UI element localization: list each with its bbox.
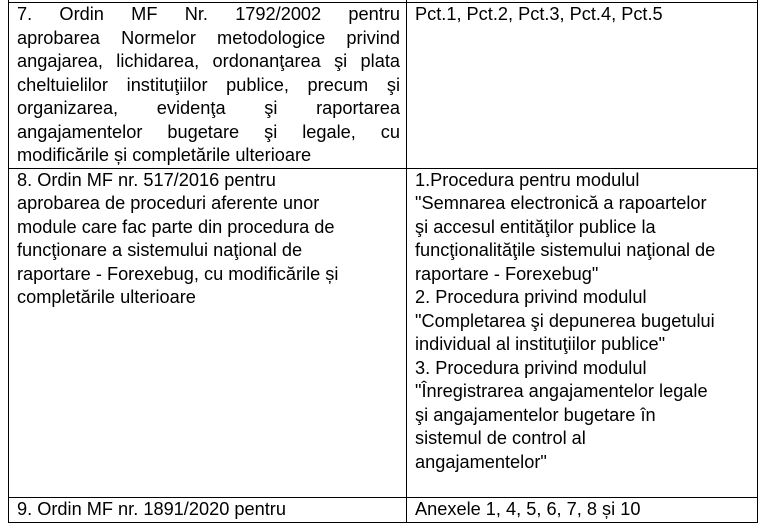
text-line: raportare - Forexebug" xyxy=(415,263,599,284)
document-table xyxy=(8,0,757,523)
table-row-8 xyxy=(9,168,758,498)
regulation-points-cell xyxy=(407,498,758,523)
text-line: şi angajamentelor bugetare în xyxy=(415,404,656,425)
text-line: aprobarea Normelor metodologice privind xyxy=(17,27,400,48)
table-row-9 xyxy=(9,498,758,523)
text-line: 3. Procedura privind modulul xyxy=(415,357,647,378)
text-line: "Semnarea electronică a rapoartelor xyxy=(415,193,707,213)
regulation-title-cell xyxy=(9,168,407,498)
text-line: 2. Procedura privind modulul xyxy=(415,287,647,307)
text-line: module care fac parte din procedura de xyxy=(17,216,335,237)
text-line: modificările și completările ulterioare xyxy=(17,145,312,165)
text-line: organizarea, evidenţa şi raportarea xyxy=(17,98,400,118)
text-line: funcţionare a sistemului naţional de xyxy=(17,240,303,260)
regulation-points-cell xyxy=(407,3,758,169)
text-line: cheltuielilor instituţiilor publice, precum şi xyxy=(17,74,400,95)
text-line: "Completarea şi depunerea bugetului xyxy=(415,310,715,331)
text-line: 1.Procedura pentru modulul xyxy=(415,169,640,190)
text-line: Anexele 1, 4, 5, 6, 7, 8 și 10 xyxy=(415,499,641,519)
text-line: aprobarea de proceduri aferente unor xyxy=(17,193,320,213)
text-line: 9. Ordin MF nr. 1891/2020 pentru xyxy=(17,499,286,519)
text-line: şi accesul entităţilor publice la xyxy=(415,216,656,237)
text-line: angajamentelor" xyxy=(415,451,547,472)
text-line: individual al instituţiilor publice" xyxy=(415,334,666,354)
text-line: raportare - Forexebug, cu modificările și xyxy=(17,263,339,284)
text-line: sistemul de control al xyxy=(415,428,586,448)
regulation-title-cell xyxy=(9,498,407,523)
text-line: completările ulterioare xyxy=(17,287,196,307)
text-line: 8. Ordin MF nr. 517/2016 pentru xyxy=(17,169,276,190)
text-line: angajamentelor bugetare şi legale, cu xyxy=(17,121,400,142)
text-line: 7. Ordin MF Nr. 1792/2002 pentru xyxy=(17,4,400,24)
table-row-7 xyxy=(9,3,758,169)
regulation-points-cell xyxy=(407,168,758,498)
text-line: angajarea, lichidarea, ordonanţarea şi plata xyxy=(17,51,400,71)
regulation-title-cell xyxy=(9,3,407,169)
text-line: funcţionalităţile sistemului naţional de xyxy=(415,240,716,260)
text-line: Pct.1, Pct.2, Pct.3, Pct.4, Pct.5 xyxy=(415,4,663,24)
text-line: "Înregistrarea angajamentelor legale xyxy=(415,381,708,401)
regulations-table xyxy=(8,0,758,523)
